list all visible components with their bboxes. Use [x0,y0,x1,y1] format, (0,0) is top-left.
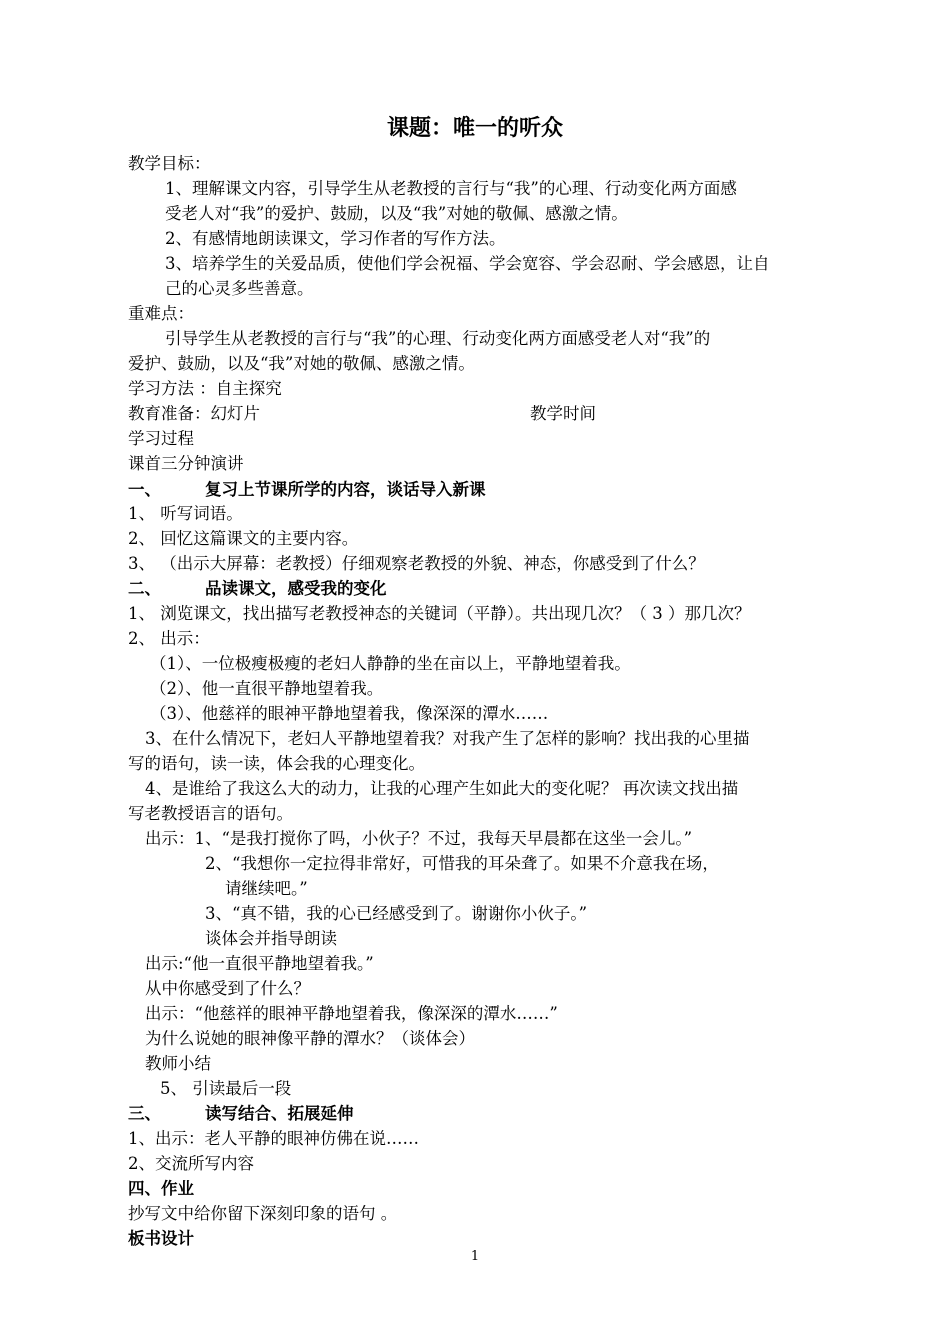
section-1-heading [128,478,840,502]
section-2-item-4-line-1: 4、是谁给了我这么大的动力，让我的心理产生如此大的变化呢？ 再次读文找出描 [145,779,739,798]
show-2-line-1: 2、“我想你一定拉得非常好，可惜我的耳朵聋了。如果不介意我在场， [205,854,719,873]
section-2-item-2: 2、 出示： [128,629,210,648]
section-2-quote-3: （3）、他慈祥的眼神平静地望着我，像深深的潭水…… [150,704,549,723]
opening-speech: 课首三分钟演讲 [128,454,244,473]
section-1-item-1: 1、 听写词语。 [128,504,243,523]
difficulty-line-2: 爱护、鼓励，以及“我”对她的敬佩、感激之情。 [128,354,475,373]
why-question: 为什么说她的眼神像平静的潭水？（谈体会） [145,1029,475,1048]
section-3-heading [128,1102,840,1126]
show-2-line-2: 请继续吧。” [225,879,308,898]
section-1-item-3: 3、 （出示大屏幕：老教授）仔细观察老教授的外貌、神态，你感受到了什么？ [128,554,705,573]
teaching-prep: 教育准备：幻灯片 [128,404,260,423]
board-design-heading: 板书设计 [128,1229,194,1248]
difficulty-line-1: 引导学生从老教授的言行与“我”的心理、行动变化两方面感受老人对“我”的 [165,329,711,348]
section-2-item-1: 1、 浏览课文，找出描写老教授神态的关键词（平静）。共出现几次？（ 3 ）那几次？ [128,604,751,623]
page-title: 课题：唯一的听众 [386,115,563,141]
teacher-summary: 教师小结 [145,1054,211,1073]
section-2-item-3-line-2: 写的语句，读一读，体会我的心理变化。 [128,754,425,773]
section-2-heading [128,577,840,601]
learning-process: 学习过程 [128,429,194,448]
page-number: 1 [470,1249,480,1264]
section-3-title: 读写结合、拓展延伸 [205,1104,354,1123]
section-2-number: 二、 [128,579,161,598]
section-1-number: 一、 [128,480,161,499]
section-1-item-2: 2、 回忆这篇课文的主要内容。 [128,529,359,548]
discussion-note: 谈体会并指导朗读 [205,929,337,948]
section-4-heading: 四、作业 [128,1179,194,1198]
feel-question: 从中你感受到了什么？ [145,979,310,998]
homework: 抄写文中给你留下深刻印象的语句 。 [128,1204,398,1223]
section-2-item-4-line-2: 写老教授语言的语句。 [128,804,293,823]
section-3-item-1: 1、出示：老人平静的眼神仿佛在说…… [128,1129,419,1148]
last-paragraph: 5、 引读最后一段 [160,1079,292,1098]
section-3-number: 三、 [128,1104,161,1123]
section-2-item-3-line-1: 3、在什么情况下，老妇人平静地望着我？对我产生了怎样的影响？找出我的心里描 [145,729,750,748]
learning-method: 学习方法 ：自主探究 [128,379,282,398]
goal-3-line-1: 3、培养学生的关爱品质，使他们学会祝福、学会宽容、学会忍耐、学会感恩，让自 [165,254,770,273]
section-2-title: 品读课文，感受我的变化 [205,579,387,598]
teaching-time-label: 教学时间 [530,404,596,423]
goal-3-line-2: 己的心灵多些善意。 [165,279,314,298]
goal-1-line-1: 1、理解课文内容，引导学生从老教授的言行与“我”的心理、行动变化两方面感 [165,179,737,198]
difficulty-heading: 重难点： [128,304,194,323]
show-3: 3、“真不错，我的心已经感受到了。谢谢你小伙子。” [205,904,588,923]
show-4: 出示:“他一直很平静地望着我。” [145,954,374,973]
goal-2: 2、有感情地朗读课文，学习作者的写作方法。 [165,229,506,248]
section-2-quote-2: （2）、他一直很平静地望着我。 [150,679,384,698]
section-2-quote-1: （1）、一位极瘦极瘦的老妇人静静的坐在亩以上，平静地望着我。 [150,654,631,673]
section-1-title: 复习上节课所学的内容，谈话导入新课 [205,480,486,499]
goals-heading: 教学目标： [128,154,211,173]
show-1: 出示：1、“是我打搅你了吗，小伙子？不过，我每天早晨都在这坐一会儿。” [145,829,693,848]
goal-1-line-2: 受老人对“我”的爱护、鼓励，以及“我”对她的敬佩、感激之情。 [165,204,628,223]
show-5: 出示：“他慈祥的眼神平静地望着我，像深深的潭水……” [145,1004,558,1023]
section-3-item-2: 2、交流所写内容 [128,1154,254,1173]
